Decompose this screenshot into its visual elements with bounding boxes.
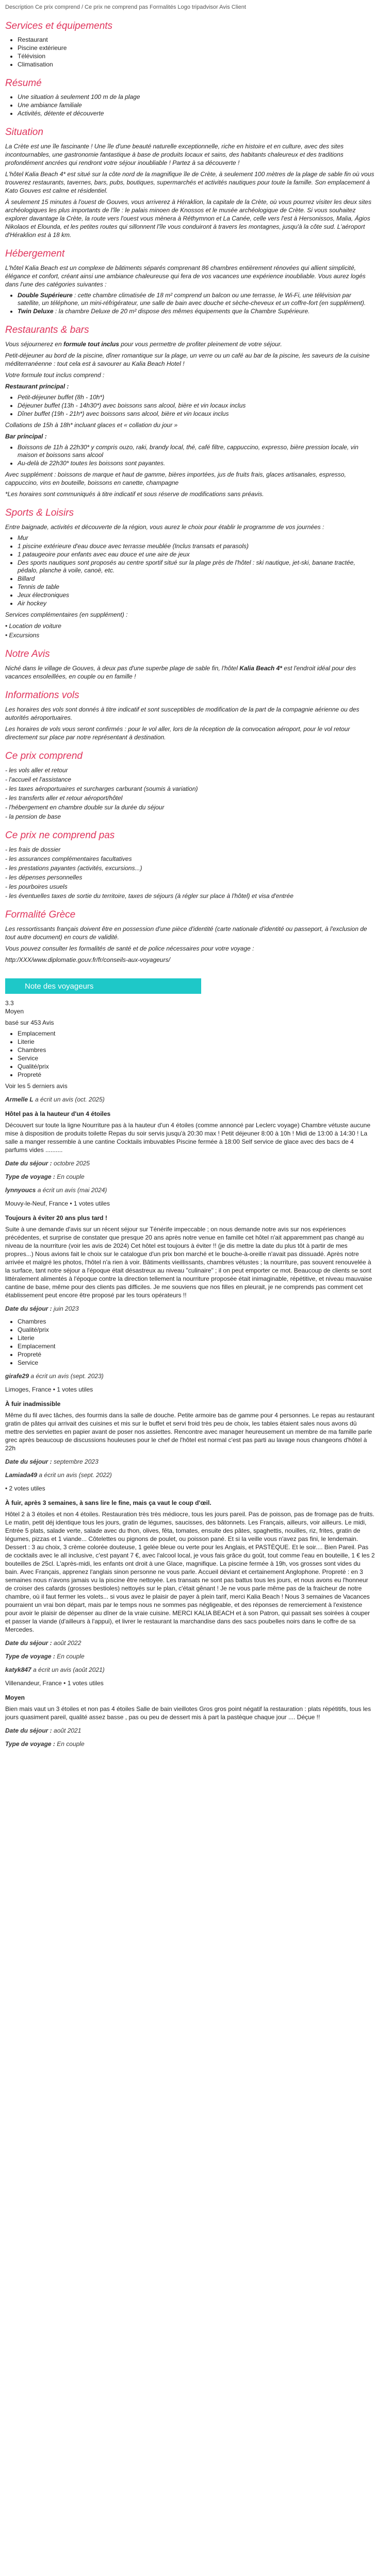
text-bold: Date du séjour : (5, 1160, 52, 1167)
review-location: Mouvy-le-Neuf, France • 1 votes utiles (5, 1200, 110, 1207)
text-span: juin 2023 (52, 1305, 79, 1312)
bar-list (5, 444, 376, 467)
rating-score: 3.3 (5, 999, 14, 1007)
review-body: Bien mais vaut un 3 étoiles et non pas 4 étoiles Salle de bain vieillotes Gros gros point négatif la restauration : plats répétitifs, tous les jours quasiment pareil, qualité assez basse , pas ou peu de dessert mis à part la pastèque chaque jour .... Déçue !! (5, 1705, 371, 1721)
comprend-item: - l'accueil et l'assistance (5, 776, 71, 783)
review-location: Villenandeur, France • 1 votes utiles (5, 1680, 104, 1687)
resto-label (5, 382, 376, 391)
restaurants-paragraph: Petit-déjeuner au bord de la piscine, dîner romantique sur la plage, un verre ou un café au bar de la piscine, les saveurs de la cuisine méditerranéenne : tout cela est à savourer au Kalia Beach Hotel ! (5, 352, 370, 367)
room-item (18, 292, 376, 307)
traveler-rating-bar: Note des voyageurs (5, 978, 201, 994)
review-author-line (5, 1095, 376, 1104)
infos-paragraph: Les horaires des vols sont donnés à titre indicatif et sont susceptibles de modification de la part de la compagnie aérienne ou des autorités aéroportuaires. (5, 706, 360, 721)
review-date: a écrit un avis (oct. 2025) (33, 1096, 105, 1103)
review-stay (5, 1159, 376, 1167)
review-title: À fuir, après 3 semaines, à sans lire le fine, mais ça vaut le coup d'œil. (5, 1499, 211, 1506)
services-list (5, 36, 376, 69)
review-body: Même du fil avec tâches, des fourmis dans la salle de douche. Petite armoire bas de gamme pour 4 personnes. Le repas au restaurant gratin de pâtes qui arrivait des cuisines et mis sur le buffet et servi froid très peu de choix, les tables étaient sales nous avons dû mettre des serviettes en papier avant de poser nos assiettes. Rencontre avec manager heureusement un membre de ma famille parle grec après beaucoup de discussions houleuses pour le chef de l'hôtel est normal c'est pas parti au lavage nous changeons d'hôtel à 22h (5, 1412, 374, 1452)
list-item: • Tennis de table (18, 583, 376, 591)
list-item: • Chambres (18, 1046, 376, 1054)
restaurants-paragraph: Votre formule tout inclus comprend : (5, 371, 105, 379)
ne-comprend-item: - les assurances complémentaires facultatives (5, 855, 132, 862)
review-author-line (5, 1372, 376, 1380)
text-bold: formule tout inclus (63, 341, 119, 348)
review-author-line (5, 1666, 376, 1674)
list-item: • Des sports nautiques sont proposés au centre sportif situé sur la plage près de l'hôtel : ski nautique, jet-ski, banane tractée, pédalo, planche à voile, canoë, etc. (18, 559, 376, 574)
restaurants-intro (5, 340, 376, 348)
list-item: • Petit-déjeuner buffet (8h - 10h*) (18, 394, 376, 401)
text-bold: Date du séjour : (5, 1639, 52, 1647)
list-item: • Télévision (18, 53, 376, 60)
room-description: : la chambre Deluxe de 20 m² dispose des mêmes équipements que la Chambre Supérieure. (53, 308, 310, 315)
room-name: Twin Deluxe (18, 308, 54, 315)
review-author: katyk847 (5, 1666, 31, 1673)
text-bold: Date du séjour : (5, 1727, 52, 1734)
review-type (5, 1652, 376, 1660)
list-item: • Billard (18, 575, 376, 583)
restaurants-note: *Les horaires sont communiqués à titre indicatif et sous réserve de modifications sans préavis. (5, 490, 264, 498)
text-span: est l'endroit idéal pour des vacances ensoleillées, en couple ou en famille ! (5, 665, 356, 680)
text-span: août 2021 (52, 1727, 82, 1734)
situation-paragraph: La Crète est une île fascinante ! Une île d'une beauté naturelle exceptionnelle, riche en histoire et en culture, avec des sites incontournables, une gastronomie fantastique à base de produits locaux et sains, des habitants chaleureux et des traditions profondément ancrées qui rendront votre séjour inoubliable ! Partez à sa découverte ! (5, 143, 344, 166)
review-date: a écrit un avis (sept. 2023) (29, 1372, 104, 1380)
infos-title: Informations vols (5, 690, 79, 701)
review-date: a écrit un avis (août 2021) (31, 1666, 105, 1673)
sports-supp-item: • Excursions (5, 632, 40, 639)
comprend-title: Ce prix comprend (5, 751, 83, 761)
restaurants-supplement: Avec supplément : boissons de marque et haut de gamme, bières importées, jus de fruits frais, glaces artisanales, espresso, cappuccino, vins en bouteille, boissons en canette, champagne (5, 471, 346, 486)
list-item: • Piscine extérieure (18, 44, 376, 52)
list-item: • Restaurant (18, 36, 376, 44)
room-name: Double Supérieure (18, 292, 73, 299)
room-description: : cette chambre climatisée de 18 m² comprend un balcon ou une terrasse, le Wi-Fi, une télévision par satellite, un téléphone, un mini-réfrigérateur, une salle de bain avec douche et sèche-cheveux et un coffre-fort (en supplément). (18, 292, 366, 307)
last-reviews-link[interactable]: Voir les 5 derniers avis (5, 1082, 68, 1090)
text-span: pour vous permettre de profiter pleinement de votre séjour. (119, 341, 282, 348)
review-location: • 2 votes utiles (5, 1485, 45, 1492)
resto-list (5, 394, 376, 418)
collation-text: Collations de 15h à 18h* incluant glaces et « collation du jour » (5, 421, 178, 429)
text-span: Vous séjournerez en (5, 341, 63, 348)
sports-title: Sports & Loisirs (5, 507, 74, 518)
rating-label: Moyen (5, 1008, 24, 1015)
hebergement-title: Hébergement (5, 248, 65, 259)
review-body: Découvert sur toute la ligne Nourriture pas à la hauteur d'un 4 étoiles (comme annoncé par Leclerc voyage) Chambre vétuste aucune mise à disposition de produits toilette Repas du soir servis jusqu'à 20:30 max ! Petit déjeuner 8:00 à 10h ! Midi de 13:00 à 14:30 ! La salle a manger ressemble à une cantine Cocktails imbuvables Piscine fermée à 18:00 Self service de glace avec des bacs de 4 parfums vides .......... (5, 1122, 371, 1154)
infos-paragraph: Les horaires de vols vous seront confirmés : pour le vol aller, lors de la réception de la convocation aéroport, pour le vol retour directement sur place par notre représentant à destination. (5, 725, 350, 741)
review-author: girafe29 (5, 1372, 29, 1380)
avis-paragraph (5, 664, 376, 681)
text-bold: Type de voyage : (5, 1653, 55, 1660)
text-span: Niché dans le village de Gouves, à deux pas d'une superbe plage de sable fin, l'hôtel (5, 665, 240, 672)
review-author: lynnyoucs (5, 1187, 36, 1194)
sports-list (5, 534, 376, 607)
situation-title: Situation (5, 127, 43, 138)
list-item: • Emplacement (18, 1030, 376, 1038)
sports-supp-label: Services complémentaires (en supplément) : (5, 611, 128, 618)
hebergement-paragraph: L'hôtel Kalia Beach est un complexe de bâtiments séparés comprenant 86 chambres entièrement rénovées qui allient simplicité, élégance et confort, créant ainsi une ambiance chaleureuse qui fera de vos vacances une expérience inoubliable. Vous aurez logés dans l'une des catégories suivantes : (5, 264, 366, 288)
review-stay (5, 1458, 376, 1466)
review-title: Hôtel pas à la hauteur d'un 4 étoiles (5, 1110, 111, 1117)
rating-count: basé sur 453 Avis (5, 1019, 54, 1026)
list-item: • Service (18, 1359, 376, 1367)
comprend-item: - les transferts aller et retour aéroport/hôtel (5, 794, 123, 802)
review-author: Armelle L (5, 1096, 34, 1103)
list-item: • Dîner buffet (19h - 21h*) avec boissons sans alcool, bière et vin locaux inclus (18, 410, 376, 418)
text-bold: Bar principal : (5, 433, 47, 440)
text-bold: Kalia Beach 4* (239, 665, 282, 672)
list-item: • Literie (18, 1334, 376, 1342)
sports-supp-item: • Location de voiture (5, 622, 61, 630)
list-item: • 1 piscine extérieure d'eau douce avec terrasse meublée (Inclus transats et parasols) (18, 543, 376, 550)
review-stay (5, 1639, 376, 1647)
formalite-paragraph: Vous pouvez consulter les formalités de santé et de police nécessaires pour votre voyage : (5, 945, 254, 952)
list-item: • Literie (18, 1038, 376, 1046)
formalite-title: Formalité Grèce (5, 909, 76, 920)
text-bold: Restaurant principal : (5, 383, 69, 390)
list-item: • Déjeuner buffet (13h - 14h30*) avec boissons sans alcool, bière et vin locaux inclus (18, 402, 376, 410)
review-location: Limoges, France • 1 votes utiles (5, 1386, 93, 1393)
situation-paragraph: L'hôtel Kalia Beach 4* est situé sur la côte nord de la magnifique île de Crète, à seulement 100 mètres de la plage de sable fin où vous trouverez restaurants, tavernes, bars, pubs, boutiques, supermarchés et activités nautiques pour toute la famille. Son emplacement à Kato Gouves est calme et résidentiel. (5, 171, 374, 194)
text-bold: Date du séjour : (5, 1458, 52, 1465)
services-title: Services et équipements (5, 21, 113, 31)
text-span: En couple (55, 1173, 85, 1180)
list-item: • Activités, détente et découverte (18, 110, 376, 117)
comprend-item: - l'hébergement en chambre double sur la durée du séjour (5, 804, 165, 811)
restaurants-title: Restaurants & bars (5, 325, 89, 335)
rating-criteria-list (5, 1030, 376, 1079)
list-item: • Climatisation (18, 61, 376, 69)
text-span: En couple (55, 1740, 85, 1748)
list-item: • Chambres (18, 1318, 376, 1326)
avis-title: Notre Avis (5, 649, 50, 659)
review-stay (5, 1304, 376, 1313)
top-nav-line: Description Ce prix comprend / Ce prix ne comprend pas Formalités Logo tripadvisor Avis Client (5, 4, 246, 10)
review-stay (5, 1726, 376, 1735)
ne-comprend-item: - les frais de dossier (5, 846, 61, 853)
text-span: septembre 2023 (52, 1458, 99, 1465)
text-bold: Date du séjour : (5, 1305, 52, 1312)
list-item: • Qualité/prix (18, 1063, 376, 1071)
list-item: • Au-delà de 22h30* toutes les boissons sont payantes. (18, 460, 376, 467)
ne-comprend-title: Ce prix ne comprend pas (5, 830, 115, 841)
review-body: Suite à une demande d'avis sur un récent séjour sur Ténérife impeccable ; on nous demande notre avis sur nos expériences précédentes, et surprise de constater que presque 20 ans après notre venue en famille cet hôtel n'ait apparemment pas changé au niveau de la nourriture (voir les avis de 2024) Cet hôtel est toujours à éviter !! (je dis mettre la date du plus tôt à partir de mes propres...) Nous avions fait le choix sur le catalogue d'un prix bon marché et le bouche-à-oreille n'avait pas dissuadé. Après notre arrivée et malgré les photos, l'hôtel n'a rien à voir. Bâtiments vieillissants, chambres vétustes ; la nourriture, pas souvent renouvelée à la surface, tant notre séjour a l'époque était désastreux au niveau "culinaire" ; il on peut emporter ce mot. Beaucoup de clients se sont littéralement alimentés à l'époque contre la direction tellement la nourriture proposée était inimaginable, répétitive, et niveau mauvaise cantine de base, même pour des clients pas difficiles. Je me souviens que nos filles en pleurait, je ne comprends pas comment cet établissement peut encore être proposé par les tours opérateurs !! (5, 1226, 372, 1299)
list-item: • Boissons de 11h à 22h30* y compris ouzo, raki, brandy local, thé, café filtre, cappuccino, expresso, bière pression locale, vin maison et boissons sans alcool (18, 444, 376, 459)
comprend-item: - la pension de base (5, 813, 61, 820)
list-item: • Qualité/prix (18, 1326, 376, 1334)
list-item: • Une situation à seulement 100 m de la plage (18, 93, 376, 101)
review-type (5, 1173, 376, 1181)
review-criteria-list (5, 1318, 376, 1367)
list-item: • Propreté (18, 1071, 376, 1079)
comprend-item: - les vols aller et retour (5, 767, 68, 774)
review-date: a écrit un avis (sept. 2022) (37, 1471, 112, 1479)
resume-list (5, 93, 376, 117)
text-span: août 2022 (52, 1639, 82, 1647)
review-title: À fuir inadmissible (5, 1400, 61, 1408)
comprend-item: - les taxes aéroportuaires et surcharges carburant (soumis à variation) (5, 785, 198, 792)
text-bold: Type de voyage : (5, 1173, 55, 1180)
list-item: • 1 pataugeoire pour enfants avec eau douce et une aire de jeux (18, 551, 376, 558)
review-author: Lamiada49 (5, 1471, 38, 1479)
list-item: • Service (18, 1055, 376, 1062)
review-type (5, 1740, 376, 1748)
room-list (5, 292, 376, 315)
review-title: Moyen (5, 1694, 25, 1701)
list-item: • Une ambiance familiale (18, 101, 376, 109)
text-span: En couple (55, 1653, 85, 1660)
review-date: a écrit un avis (mai 2024) (36, 1187, 107, 1194)
formalite-link[interactable]: http:/XXX/www.diplomatie.gouv.fr/fr/conseils-aux-voyageurs/ (5, 956, 170, 963)
resume-title: Résumé (5, 78, 42, 89)
list-item: • Mur (18, 534, 376, 542)
ne-comprend-item: - les dépenses personnelles (5, 874, 83, 881)
text-span: octobre 2025 (52, 1160, 90, 1167)
review-body: Hôtel 2 à 3 étoiles et non 4 étoiles. Restauration très très médiocre, tous les jours pareil. Pas de poisson, pas de fromage pas de fruits. Le matin, petit déj identique tous les jours, gratin de légumes, saucisses, des bâtonnets. Les Français, ailleurs, voir ailleurs. Le midi, Entrée 5 plats, salade verte, salade avec du thon, olives, fêta, tomates, ensuite des pâtes, spaghettis, nouilles, riz, frites, gratin de légumes, pizzas et 1 viande... Côtelettes ou pignons de poulet, ou poisson pané. Et si la veille vous n'avez pas fini, le lendemain. Dessert : 3 au choix, 3 crème colorée douteuse, 1 gelée bleue ou verte pour les Anglais, et PASTÈQUE. Et le soir.... Bien Pareil. Pas de cocktails avec le all inclusive, c'est payant 7 €, avec l'alcool local, je vous fais grâce du goût, tout comme l'eau en bouteille, 1 € les 2 bouteilles de 25cl. L'après-midi, les enfants ont droit à une Glace, magnifique. La piscine fermée à 19h, vos grosses sont vides du bain. Avec Français, apprenez l'anglais sinon personne ne vous parle. Accueil déviant et certainement Anglophone. Propreté : en 3 semaines nous n'avons jamais vu la piscine être nettoyée. Les transats ne sont pas battus tous les jours, et nous avons eu l'honneur de croiser des cafards (grosses bestioles) nettoyés sur le plan, c'était gênant ! Je ne vous parle même pas de la fraicheur de notre chambre, où il faut fermer les volets... si vous avez le plaisir de payer à plein tarif, merci Kalia Beach ! Nous 3 semaines de Vacances pourraient un vrai bon départ, mais par le temps nous ne sommes pas négligeable, et des réponses de remerciement à l'existence pour avoir le plaisir de dépenser au dîner de la vraie cuisine. MERCI KALIA BEACH et à son Patron, qui passait ses soirées à couper et passer la viande (d'ailleurs à l'appui), et livrer le restaurant la marchandise dans des sacs poubelles noirs dans le coffre de sa Mercedes. (5, 1511, 375, 1633)
situation-paragraph: À seulement 15 minutes à l'ouest de Gouves, vous arriverez à Héraklion, la capitale de la Crète, où vous pourrez visiter les deux sites archéologiques les plus importants de l'île : le palais minoen de Knossos et le musée archéologique de Crète. Si vous souhaitez explorer davantage la Crète, la route vers l'ouest vous mènera à Réthymnon et La Canée, celle vers l'est à Hersonissos, Malia, Ágios Nikolaos et Elounda, et les petites routes qui sillonnent l'île vous conduiront à travers les montagnes, jusqu'à la côte sud. L'aéroport d'Héraklion est à 18 km. (5, 198, 371, 239)
list-item: • Emplacement (18, 1343, 376, 1350)
list-item: • Propreté (18, 1351, 376, 1359)
ne-comprend-item: - les prestations payantes (activités, excursions...) (5, 865, 142, 872)
ne-comprend-item: - les éventuelles taxes de sortie du territoire, taxes de séjours (à régler sur place à l'hôtel) et visa d'entrée (5, 892, 294, 900)
sports-intro: Entre baignade, activités et découverte de la région, vous aurez le choix pour établir le programme de vos journées : (5, 523, 324, 531)
text-bold: Type de voyage : (5, 1740, 55, 1748)
review-author-line (5, 1471, 376, 1479)
list-item: • Air hockey (18, 600, 376, 607)
formalite-paragraph: Les ressortissants français doivent être en possession d'une pièce d'identité (carte nationale d'identité ou passeport, à l'exclusion de tout autre document) en cours de validité. (5, 925, 367, 941)
room-item (18, 308, 376, 315)
review-title: Toujours à éviter 20 ans plus tard ! (5, 1214, 107, 1222)
bar-label (5, 432, 376, 440)
list-item: • Jeux électroniques (18, 591, 376, 599)
review-author-line (5, 1186, 376, 1194)
ne-comprend-item: - les pourboires usuels (5, 883, 68, 890)
